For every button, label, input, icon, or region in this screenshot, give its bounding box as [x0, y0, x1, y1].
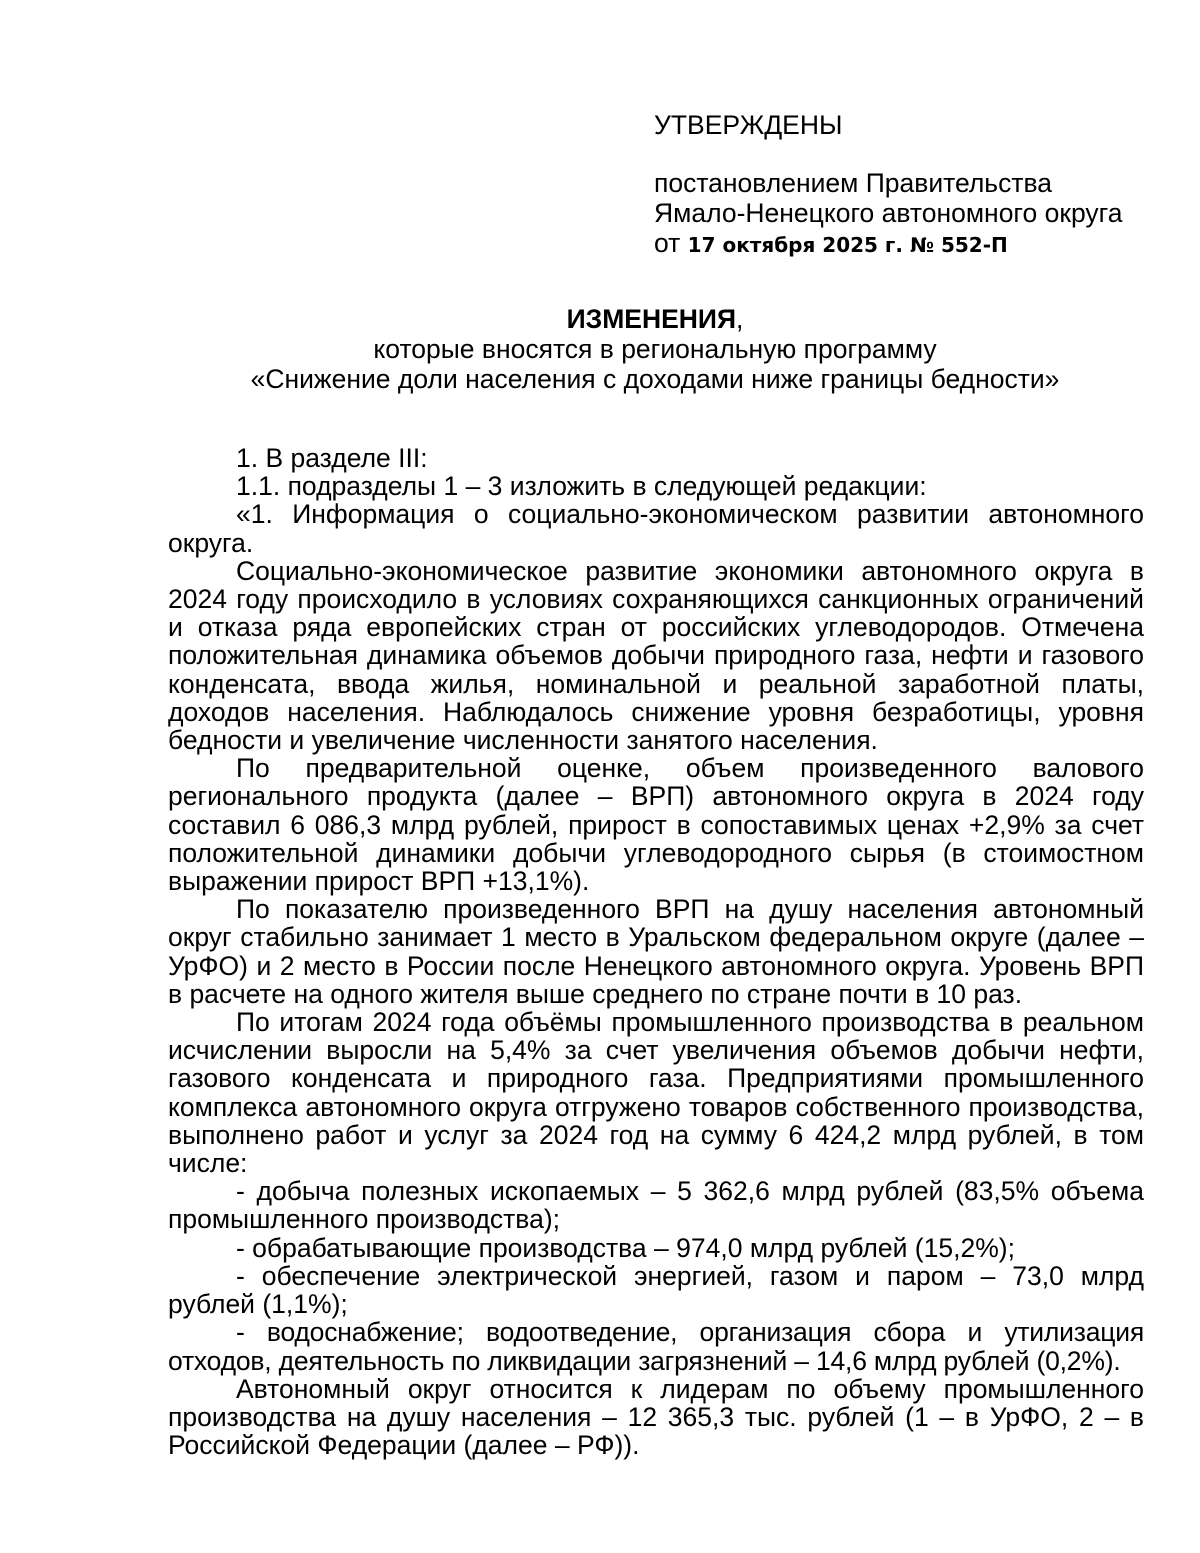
paragraph-grp-estimate: По предварительной оценке, объем произведенного валового регионального продукта (далее – ВРП) автономного округа в 2024 году составил 6 086,3 млрд рублей, прирост в сопоставимых ценах +2,9% за счет положительной динамики добычи углеводородного сырья (в стоимостном выражении прирост ВРП +13,1%). — [168, 753, 1144, 897]
paragraph-development: Социально-экономическое развитие экономики автономного округа в 2024 году происходило в условиях сохраняющихся санкционных ограничений и отказа ряда европейских стран от российских углеводородов. Отмечена положительная динамика объемов добычи природного газа, нефти и газового конденсата, ввода жилья, номинальной и реальной заработной платы, доходов населения. Наблюдалось снижение уровня безработицы, уровня бедности и увеличение численности занятого населения. — [168, 555, 1144, 756]
approval-line-1: постановлением Правительства — [654, 168, 1052, 198]
document-heading — [130, 304, 1180, 394]
heading-line-3: «Снижение доли населения с доходами ниже границы бедности» — [250, 364, 1060, 394]
paragraph-leaders: Автономный округ относится к лидерам по объему промышленного производства на душу населения – 12 365,3 тыс. рублей (1 – в УрФО, 2 – в Российской Федерации (далее – РФ)). — [168, 1373, 1144, 1461]
heading-title-line — [130, 304, 1180, 334]
heading-line-2: которые вносятся в региональную программу — [373, 334, 937, 364]
list-item-mining: - добыча полезных ископаемых – 5 362,6 млрд рублей (83,5% объема промышленного производства); — [168, 1176, 1144, 1235]
approval-title: УТВЕРЖДЕНЫ — [654, 110, 843, 140]
approval-line-2: Ямало-Ненецкого автономного округа — [654, 198, 1123, 228]
paragraph-industrial-output: По итогам 2024 года объёмы промышленного производства в реальном исчислении выросли на 5,4% за счет увеличения объемов добычи нефти, газового конденсата и природного газа. Предприятиями промышленного комплекса автономного округа отгружено товаров собственного производства, выполнено работ и услуг за 2024 год на сумму 6 424,2 млрд рублей, в том числе: — [168, 1007, 1144, 1179]
approval-block — [654, 110, 1174, 260]
paragraph-subsection: 1.1. подразделы 1 – 3 изложить в следующей редакции: — [236, 471, 927, 502]
approval-date-prefix: от — [654, 228, 681, 258]
paragraph-info-title: «1. Информация о социально-экономическом развитии автономного округа. — [168, 499, 1144, 558]
heading-title-suffix: , — [736, 304, 744, 334]
approval-date-line — [654, 228, 1174, 260]
approval-date-value: 17 октября 2025 г. № 552-П — [687, 233, 1008, 257]
heading-title: ИЗМЕНЕНИЯ — [566, 304, 737, 334]
list-item-manufacturing: - обрабатывающие производства – 974,0 млрд рублей (15,2%); — [236, 1232, 1015, 1263]
paragraph-grp-per-capita: По показателю произведенного ВРП на душу населения автономный округ стабильно занимает 1 место в Уральском федеральном округе (далее – УрФО) и 2 место в России после Ненецкого автономного округа. Уровень ВРП в расчете на одного жителя выше среднего по стране почти в 10 раз. — [168, 894, 1144, 1009]
document-body — [168, 444, 1144, 1459]
paragraph-section: 1. В разделе III: — [236, 443, 428, 473]
list-item-energy: - обеспечение электрической энергией, газом и паром – 73,0 млрд рублей (1,1%); — [168, 1260, 1144, 1320]
list-item-water: - водоснабжение; водоотведение, организация сбора и утилизация отходов, деятельность по ликвидации загрязнений – 14,6 млрд рублей (0,2%). — [168, 1317, 1144, 1376]
